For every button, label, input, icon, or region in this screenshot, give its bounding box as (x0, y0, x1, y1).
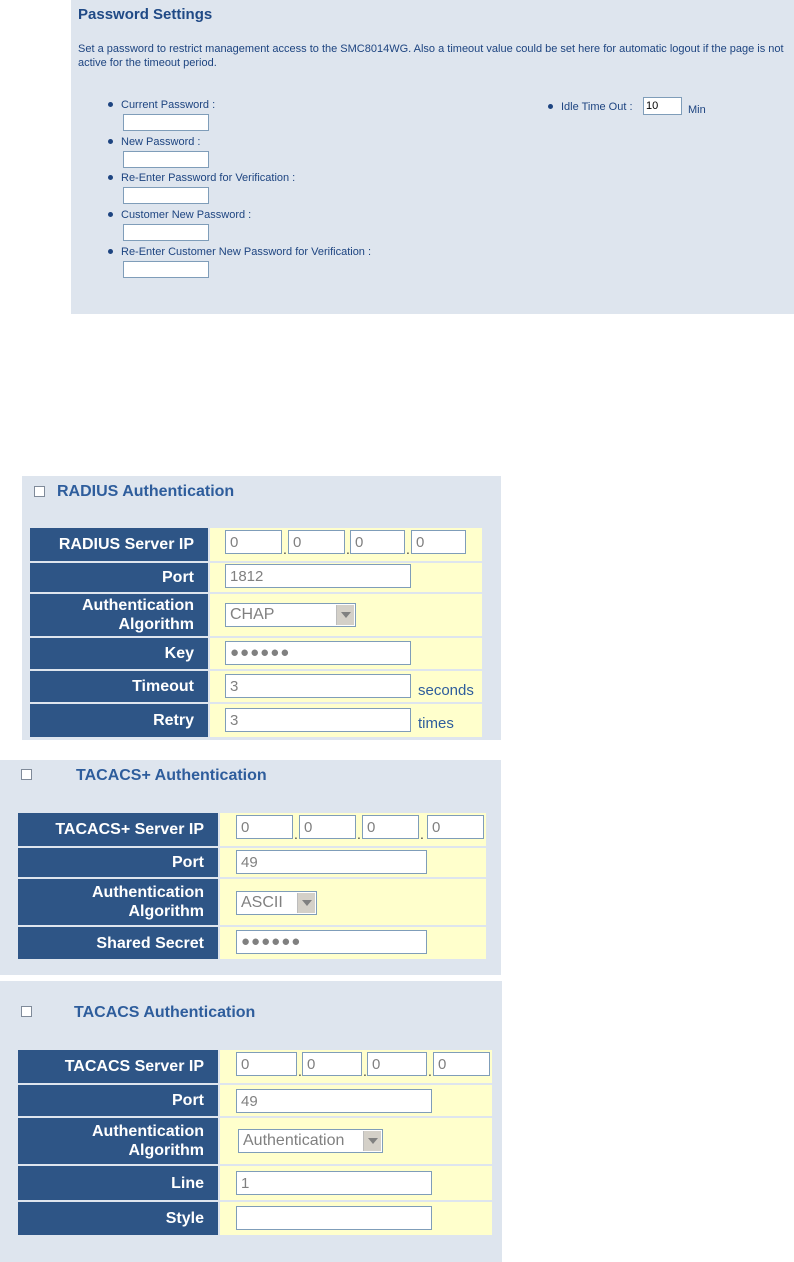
current-password-label: Current Password : (108, 99, 215, 111)
radius-ip-octet-4[interactable] (411, 530, 466, 554)
radius-title: RADIUS Authentication (57, 483, 235, 500)
tacacs-plus-ip-octet-2[interactable] (299, 815, 356, 839)
tacacs-port-input[interactable] (236, 1089, 432, 1113)
ip-separator: . (428, 1063, 432, 1079)
tacacs-port-label: Port (18, 1085, 218, 1116)
tacacs-plus-secret-label: Shared Secret (18, 927, 218, 959)
tacacs-plus-secret-input[interactable]: ●●●●●● (236, 930, 427, 954)
verify-password-label: Re-Enter Password for Verification : (108, 172, 295, 184)
bullet-icon (108, 139, 113, 144)
new-password-label: New Password : (108, 136, 200, 148)
verify-password-input[interactable] (123, 187, 209, 204)
tacacs-style-label: Style (18, 1202, 218, 1235)
radius-key-input[interactable]: ●●●●●● (225, 641, 411, 665)
ip-separator: . (363, 1063, 367, 1079)
radius-server-ip-label: RADIUS Server IP (30, 528, 208, 561)
bullet-icon (108, 249, 113, 254)
tacacs-title: TACACS Authentication (74, 1004, 256, 1021)
radius-enable-checkbox[interactable] (34, 486, 45, 497)
ip-separator: . (298, 1063, 302, 1079)
tacacs-line-label: Line (18, 1166, 218, 1200)
radius-ip-octet-3[interactable] (350, 530, 405, 554)
tacacs-algorithm-label: Authentication Algorithm (18, 1118, 218, 1164)
ip-separator: . (406, 541, 410, 557)
tacacs-line-input[interactable] (236, 1171, 432, 1195)
customer-new-password-label: Customer New Password : (108, 209, 251, 221)
tacacs-ip-octet-3[interactable] (367, 1052, 427, 1076)
ip-separator: . (283, 541, 287, 557)
radius-timeout-unit: seconds (418, 682, 474, 699)
tacacs-plus-port-label: Port (18, 848, 218, 877)
bullet-icon (108, 102, 113, 107)
tacacs-plus-algorithm-select[interactable]: ASCII (236, 891, 317, 915)
tacacs-plus-title: TACACS+ Authentication (76, 767, 267, 784)
radius-timeout-label: Timeout (30, 671, 208, 702)
tacacs-plus-ip-octet-4[interactable] (427, 815, 484, 839)
radius-ip-octet-2[interactable] (288, 530, 345, 554)
radius-key-label: Key (30, 638, 208, 669)
tacacs-ip-octet-1[interactable] (236, 1052, 297, 1076)
ip-separator: . (346, 541, 350, 557)
ip-separator: . (357, 826, 361, 842)
customer-new-password-input[interactable] (123, 224, 209, 241)
idle-timeout-input[interactable] (643, 97, 682, 115)
tacacs-plus-ip-octet-3[interactable] (362, 815, 419, 839)
tacacs-enable-checkbox[interactable] (21, 1006, 32, 1017)
idle-timeout-unit: Min (688, 104, 706, 116)
tacacs-server-ip-label: TACACS Server IP (18, 1050, 218, 1083)
tacacs-style-input[interactable] (236, 1206, 432, 1230)
verify-customer-password-input[interactable] (123, 261, 209, 278)
radius-timeout-input[interactable] (225, 674, 411, 698)
tacacs-ip-octet-4[interactable] (433, 1052, 490, 1076)
radius-port-input[interactable] (225, 564, 411, 588)
tacacs-algorithm-select[interactable]: Authentication (238, 1129, 383, 1153)
page-description: Set a password to restrict management access to the SMC8014WG. Also a timeout value could be set here for automatic logout if the page is not active for the timeout period. (78, 43, 784, 69)
tacacs-plus-enable-checkbox[interactable] (21, 769, 32, 780)
ip-separator: . (294, 826, 298, 842)
radius-ip-octet-1[interactable] (225, 530, 282, 554)
tacacs-plus-algorithm-label: Authentication Algorithm (18, 879, 218, 925)
tacacs-ip-octet-2[interactable] (302, 1052, 362, 1076)
bullet-icon (108, 212, 113, 217)
radius-algorithm-label: Authentication Algorithm (30, 594, 208, 636)
chevron-down-icon (336, 605, 354, 625)
bullet-icon (548, 104, 553, 109)
idle-timeout-label: Idle Time Out : (548, 101, 633, 113)
radius-port-label: Port (30, 563, 208, 592)
verify-customer-password-label: Re-Enter Customer New Password for Verification : (108, 246, 371, 258)
tacacs-plus-server-ip-label: TACACS+ Server IP (18, 813, 218, 846)
page-title: Password Settings (78, 6, 213, 23)
radius-retry-label: Retry (30, 704, 208, 737)
radius-algorithm-select[interactable]: CHAP (225, 603, 356, 627)
tacacs-plus-ip-octet-1[interactable] (236, 815, 293, 839)
bullet-icon (108, 175, 113, 180)
radius-retry-input[interactable] (225, 708, 411, 732)
ip-separator: . (420, 826, 424, 842)
new-password-input[interactable] (123, 151, 209, 168)
radius-retry-unit: times (418, 715, 454, 732)
current-password-input[interactable] (123, 114, 209, 131)
tacacs-plus-port-input[interactable] (236, 850, 427, 874)
chevron-down-icon (363, 1131, 381, 1151)
chevron-down-icon (297, 893, 315, 913)
